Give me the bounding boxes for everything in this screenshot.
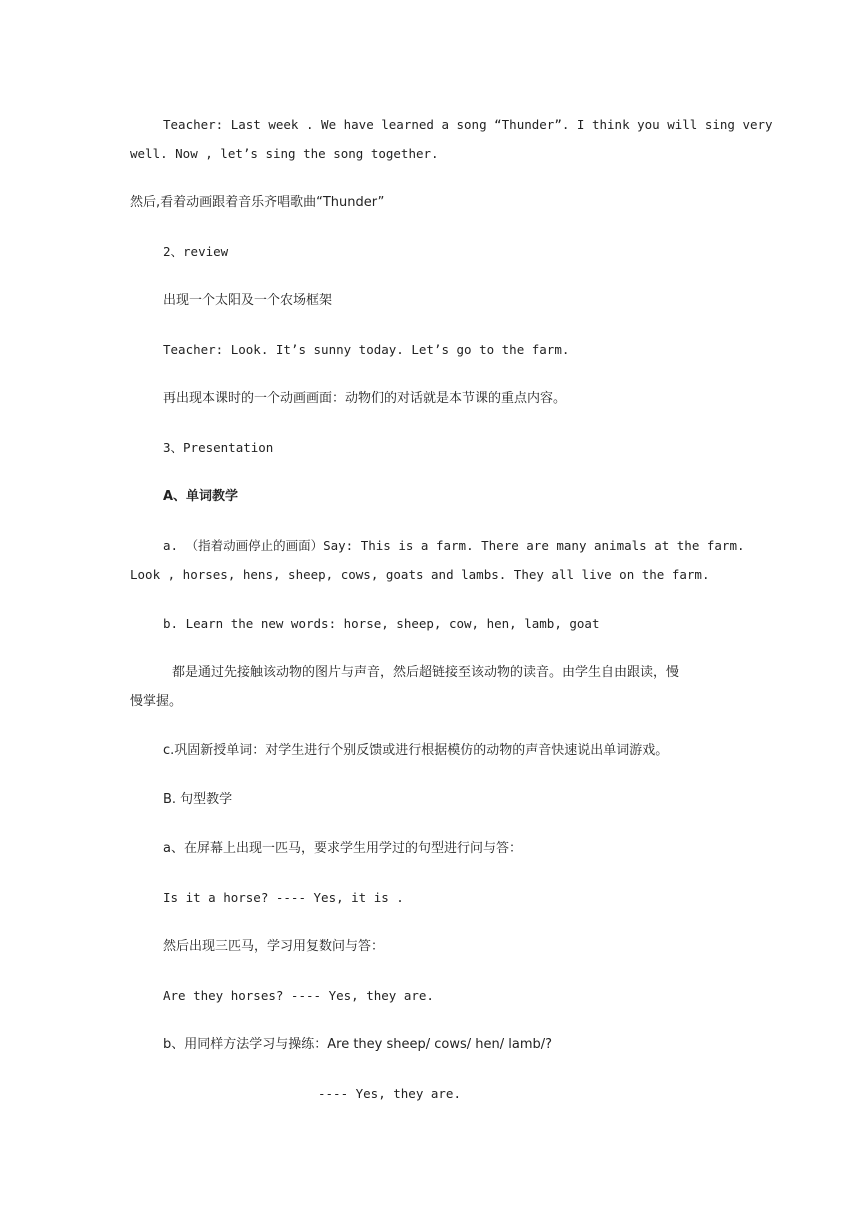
subheading-word-teaching: A、单词教学 (163, 489, 239, 504)
paragraph-same-method: b、用同样方法学习与操练：Are they sheep/ cows/ hen/ lamb/? (163, 1037, 553, 1052)
paragraph-sing-along: 然后,看着动画跟着音乐齐唱歌曲“Thunder” (130, 195, 385, 210)
paragraph-teacher-sunny: Teacher: Look. It’s sunny today. Let’s go to the farm. (163, 342, 570, 357)
dialogue-yes-they-are: ---- Yes, they are. (318, 1086, 461, 1101)
section-heading-review: 2、review (163, 244, 229, 259)
dialogue-are-they-horses: Are they horses? ---- Yes, they are. (163, 988, 434, 1003)
paragraph-consolidate-words: c.巩固新授单词：对学生进行个别反馈或进行根据模仿的动物的声音快速说出单词游戏。 (163, 743, 669, 758)
dialogue-is-it-a-horse: Is it a horse? ---- Yes, it is . (163, 890, 404, 905)
paragraph-three-horses: 然后出现三匹马，学习用复数问与答： (163, 939, 385, 954)
paragraph-animation-scene: 再出现本课时的一个动画画面：动物们的对话就是本节课的重点内容。 (163, 391, 567, 406)
paragraph-one-horse: a、在屏幕上出现一匹马，要求学生用学过的句型进行问与答： (163, 841, 522, 856)
paragraph-picture-sound-line1: 都是通过先接触该动物的图片与声音，然后超链接至该动物的读音。由学生自由跟读，慢 (172, 665, 680, 680)
paragraph-farm-intro-line1: a. （指着动画停止的画面）Say: This is a farm. There are many animals at the farm. (163, 538, 745, 553)
paragraph-picture-sound-line2: 慢掌握。 (130, 694, 183, 709)
paragraph-new-words: b. Learn the new words: horse, sheep, cow, hen, lamb, goat (163, 616, 600, 631)
paragraph-teacher-song-line1: Teacher: Last week . We have learned a song “Thunder”. I think you will sing very (163, 117, 773, 132)
paragraph-farm-intro-line2: Look , horses, hens, sheep, cows, goats and lambs. They all live on the farm. (130, 567, 710, 582)
subheading-sentence-teaching: B. 句型教学 (163, 792, 233, 807)
paragraph-sun-farm: 出现一个太阳及一个农场框架 (163, 293, 333, 308)
section-heading-presentation: 3、Presentation (163, 440, 274, 455)
paragraph-teacher-song-line2: well. Now , let’s sing the song together. (130, 146, 439, 161)
